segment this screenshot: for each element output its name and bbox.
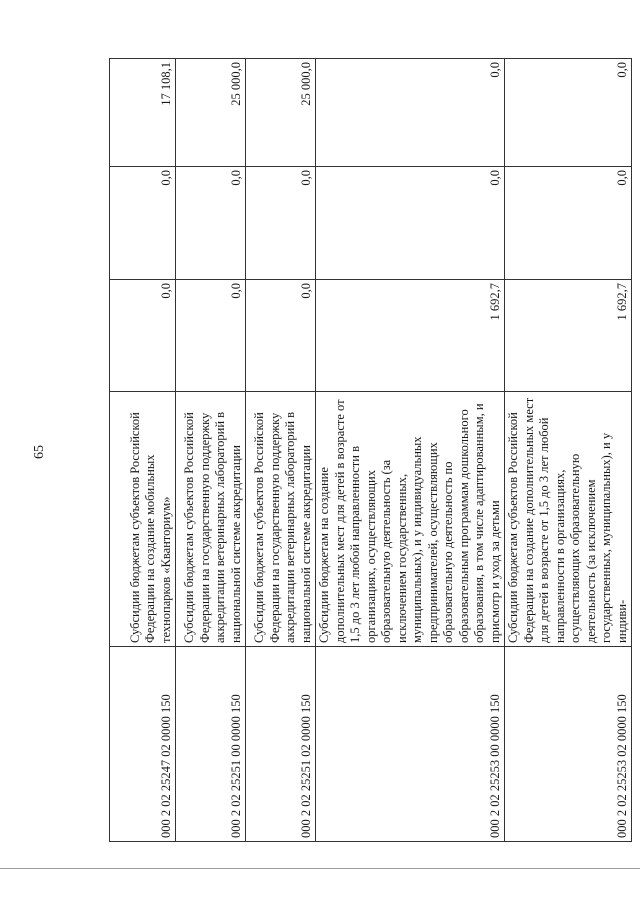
value-cell: 1 692,7 [316, 280, 505, 392]
row-description: Субсидии бюджетам субъектов Российской Федерации на создание дополнительных мест для детей в возрасте от 1,5 до 3 лет любой направленности в организациях, осуществляющих образовательную деятельность (за исключением государственных, муниципальных), и у индиви- [505, 392, 632, 647]
value-cell: 0,0 [110, 167, 176, 280]
value-cell: 0,0 [316, 167, 505, 280]
row-description: Субсидии бюджетам субъектов Российской Федерации на государственную поддержку аккредитации ветеринарных лабораторий в национальной системе аккредитации [176, 392, 246, 647]
table-row [316, 59, 505, 842]
budget-code: 000 2 02 25253 00 0000 150 [316, 647, 505, 842]
row-description: Субсидии бюджетам на создание дополнительных мест для детей в возрасте от 1,5 до 3 лет любой направленности в организациях, осуществляющих образовательную деятельность (за исключением государственных, муниципальных), и у индивидуальных предпринимателей, осуществляющих образовательную деятельность по образовательным программам дошкольного образования, в том числе адаптированным, и присмотр и уход за детьми [316, 392, 505, 647]
table-row [505, 59, 632, 842]
value-cell: 0,0 [110, 280, 176, 392]
value-cell: 25 000,0 [176, 59, 246, 167]
value-cell: 25 000,0 [246, 59, 316, 167]
row-description: Субсидии бюджетам субъектов Российской Федерации на создание мобильных технопарков «Кванториум» [110, 392, 176, 647]
value-cell: 0,0 [176, 280, 246, 392]
row-description: Субсидии бюджетам субъектов Российской Федерации на государственную поддержку аккредитации ветеринарных лабораторий в национальной системе аккредитации [246, 392, 316, 647]
value-cell: 0,0 [505, 59, 632, 167]
table-row [110, 59, 176, 842]
budget-income-table [109, 58, 632, 842]
value-cell: 0,0 [246, 167, 316, 280]
value-cell: 0,0 [316, 59, 505, 167]
rotated-table-container [109, 59, 629, 842]
budget-code: 000 2 02 25251 00 0000 150 [176, 647, 246, 842]
value-cell: 1 692,7 [505, 280, 632, 392]
bottom-rule [0, 868, 640, 869]
budget-code: 000 2 02 25253 02 0000 150 [505, 647, 632, 842]
table-row [176, 59, 246, 842]
value-cell: 0,0 [246, 280, 316, 392]
budget-code: 000 2 02 25251 02 0000 150 [246, 647, 316, 842]
table-row [246, 59, 316, 842]
value-cell: 0,0 [505, 167, 632, 280]
page-number: 65 [32, 445, 47, 459]
value-cell: 0,0 [176, 167, 246, 280]
budget-code: 000 2 02 25247 02 0000 150 [110, 647, 176, 842]
value-cell: 17 108,1 [110, 59, 176, 167]
